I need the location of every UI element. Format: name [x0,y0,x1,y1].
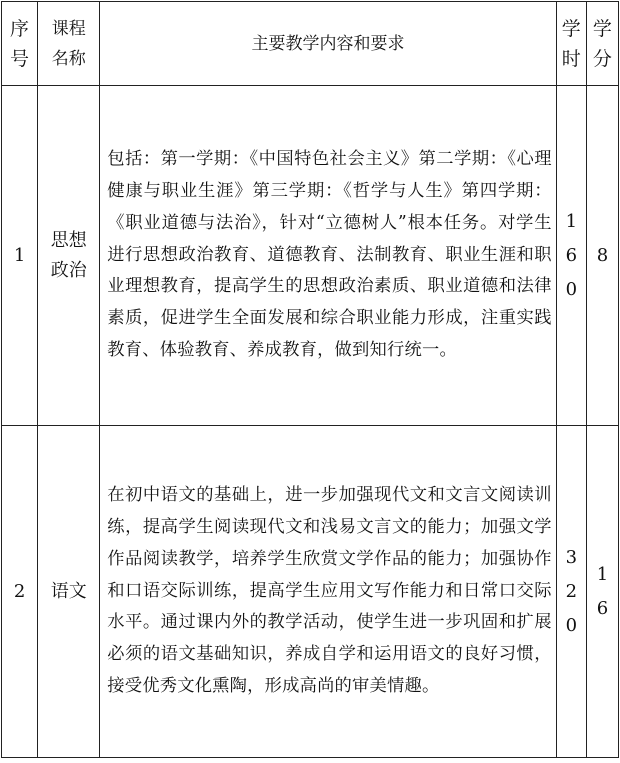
row-course-name [38,426,100,758]
row-credits [586,426,618,758]
header-credits-char: 学 [592,17,612,40]
header-name-line: 课程 [51,18,86,39]
header-no [2,2,38,86]
row-hours-digit: 3 [565,546,578,568]
row-hours-digit: 6 [565,244,578,266]
row-hours [556,426,586,758]
table-row [2,86,619,426]
course-table [1,1,619,758]
header-no-char: 号 [10,47,30,70]
row-course-name-line: 语文 [50,580,87,602]
row-hours-digit: 0 [565,614,578,636]
row-content: 在初中语文的基础上，进一步加强现代文和文言文阅读训练，提高学生阅读现代文和浅易文言文的能力；加强文学作品阅读教学，培养学生欣赏文学作品的能力；加强协作和口语交际训练，提高学生应用文写作能力和日常口交际水平。通过课内外的教学活动，使学生进一步巩固和扩展必须的语文基础知识，养成自学和运用语文的良好习惯，接受优秀文化熏陶，形成高尚的审美情趣。 [100,426,556,758]
row-course-name [38,86,100,426]
row-no: 2 [2,426,38,758]
header-row [2,2,619,86]
row-credits-digit: 8 [596,244,609,266]
row-hours-digit: 2 [565,580,578,602]
row-credits [586,86,618,426]
row-course-name-line: 思想 [50,229,87,251]
header-credits-char: 分 [592,47,612,70]
header-content: 主要教学内容和要求 [100,2,556,86]
row-hours-digit: 1 [565,210,578,232]
row-no: 1 [2,86,38,426]
row-content: 包括：第一学期：《中国特色社会主义》第二学期：《心理健康与职业生涯》第三学期：《哲学与人生》第四学期：《职业道德与法治》，针对“立德树人”根本任务。对学生进行思想政治教育、道德教育、法制教育、职业生涯和职业理想教育，提高学生的思想政治素质、职业道德和法律素质，促进学生全面发展和综合职业能力形成，注重实践教育、体验教育、养成教育，做到知行统一。 [100,86,556,426]
header-hours [556,2,586,86]
row-hours-digit: 0 [565,278,578,300]
header-no-char: 序 [10,17,30,40]
row-credits-digit: 1 [596,563,609,585]
row-credits-digit: 6 [596,597,609,619]
header-name [38,2,100,86]
header-credits [586,2,618,86]
header-name-line: 名称 [51,48,86,69]
header-hours-char: 学 [561,17,581,40]
row-hours [556,86,586,426]
header-hours-char: 时 [561,47,581,70]
table-row [2,426,619,758]
row-course-name-line: 政治 [50,259,87,281]
